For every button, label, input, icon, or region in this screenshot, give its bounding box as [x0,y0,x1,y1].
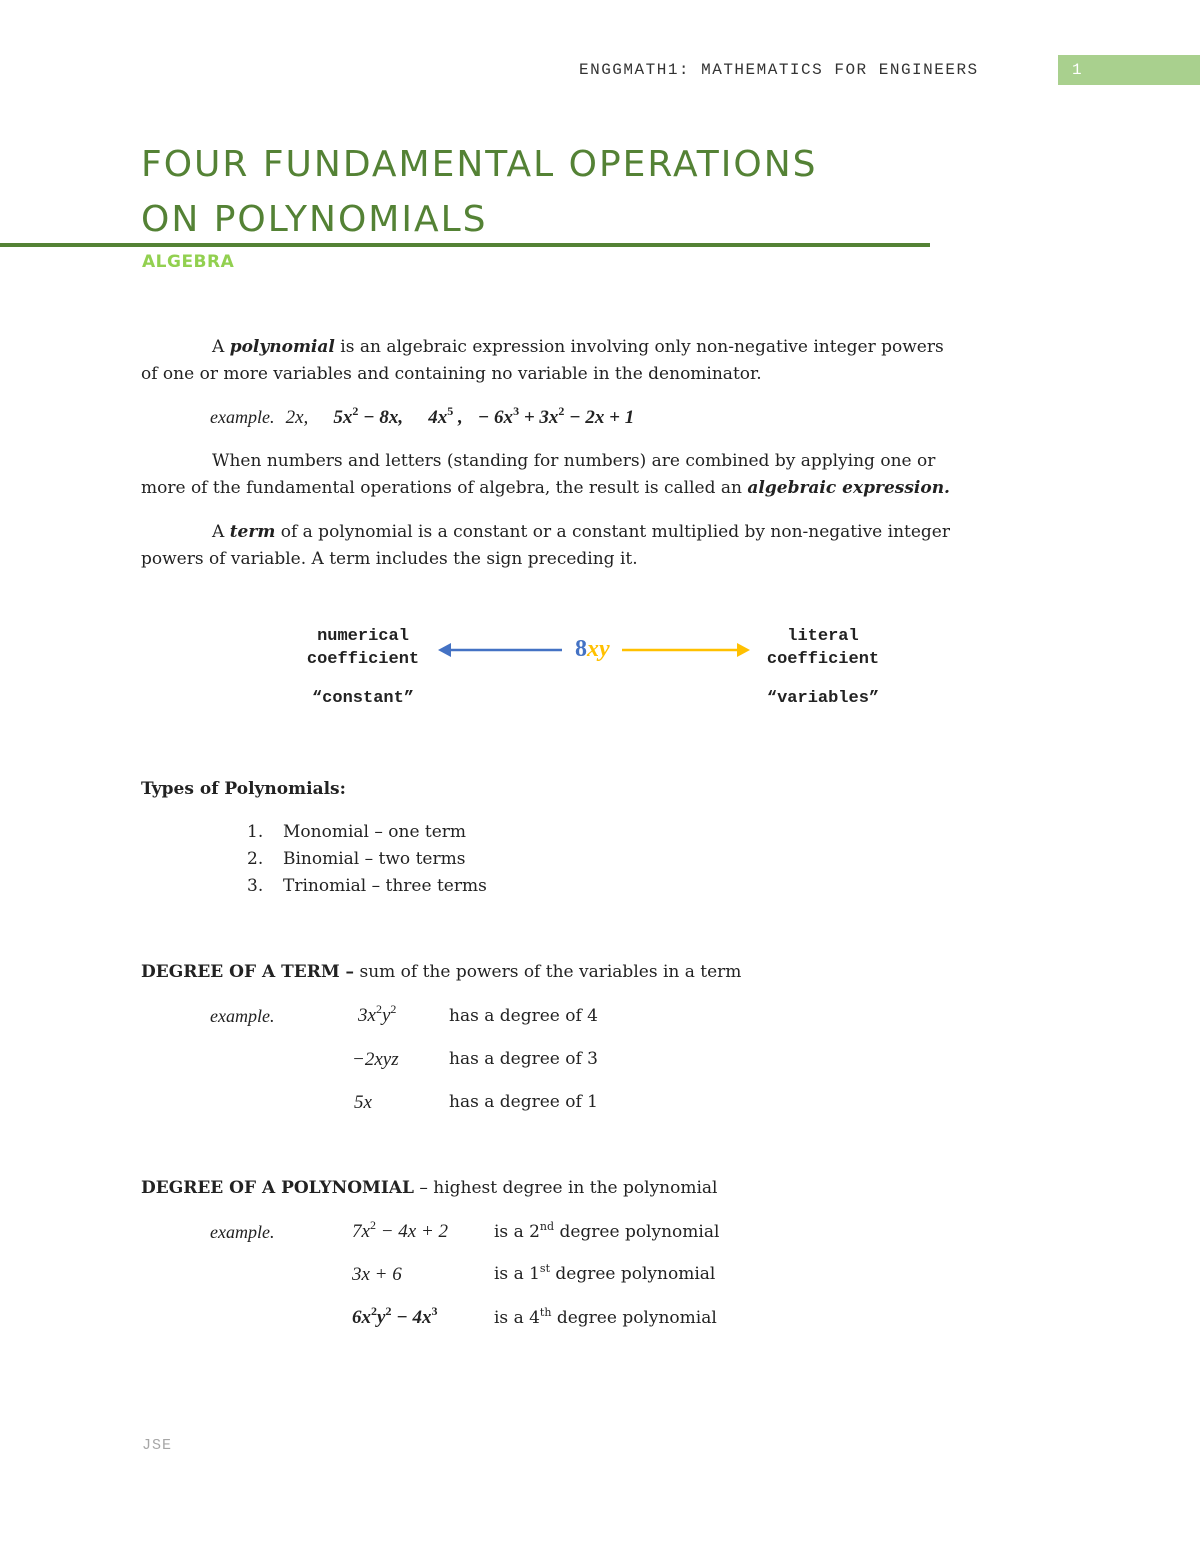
expr: 5x [333,407,353,428]
exponent: 2 [371,1304,377,1318]
types-heading: Types of Polynomials: [141,779,346,799]
text-span: degree polynomial [551,1308,717,1328]
expr: , [453,407,463,428]
expr: 7x [352,1221,370,1242]
constant-label: “constant” [311,689,415,708]
text-span: A [212,522,230,542]
degree-polynomial-desc-1 [494,1222,719,1242]
expr: − 6x [477,407,514,428]
list-item [247,849,487,876]
left-arrow-icon [438,643,562,657]
heading-desc: – highest degree in the polynomial [413,1178,718,1198]
right-arrow-icon [622,643,750,657]
text-span: is an algebraic expression involving only non-negative integer powers [334,337,944,357]
heading-label: DEGREE OF A POLYNOMIAL [141,1178,414,1198]
label-line: coefficient [306,650,420,669]
title-line-2: ON POLYNOMIALS [141,199,488,240]
text-span: of a polynomial is a constant or a constant multiplied by non-negative integer [275,522,950,542]
polynomial-examples [210,404,635,429]
text-span: is a 1 [494,1264,540,1284]
label-line: literal [787,627,859,646]
coefficient-number: 8 [575,636,587,662]
algebraic-expression-line-1: When numbers and letters (standing for numbers) are combined by applying one or [212,451,936,471]
polynomial-definition-line-1 [212,337,944,357]
term-definition-line-2: powers of variable. A term includes the sign preceding it. [141,549,638,569]
exponent: 3 [513,404,520,418]
degree-polynomial-desc-2 [494,1264,715,1284]
footer-initials: JSE [142,1437,173,1454]
label-line: numerical [317,627,409,646]
exponent: 2 [352,404,359,418]
numerical-coefficient-label [280,627,446,708]
term-8xy [575,636,610,663]
exponent: 3 [431,1304,438,1318]
degree-term-expr-3: 5x [354,1092,372,1113]
literal-coefficient-label [740,627,906,708]
example-3 [428,404,463,428]
list-item [247,822,487,849]
heading-desc: sum of the powers of the variables in a term [354,962,742,982]
polynomial-definition-line-2: of one or more variables and containing no variable in the denominator. [141,364,762,384]
list-text: Trinomial – three terms [283,876,487,896]
exponent: 2 [375,1002,382,1016]
text-span: A [212,337,230,357]
expr: − 2x + 1 [564,407,635,428]
list-text: Binomial – two terms [283,849,466,869]
types-list [247,822,487,903]
degree-polynomial-desc-3 [494,1308,717,1328]
list-number: 1. [247,822,264,842]
expr: + 3x [519,407,559,428]
expr: − 4x [391,1307,432,1328]
list-number: 2. [247,849,264,869]
text-span: is a 4 [494,1308,540,1328]
title-underline [0,243,930,247]
degree-polynomial-expr-2: 3x + 6 [352,1264,402,1285]
term-polynomial: polynomial [229,337,335,357]
algebraic-expression-line-2 [141,478,950,498]
expr: − 4x + 2 [375,1221,449,1242]
text-span: degree polynomial [554,1222,720,1242]
expr: 3x [358,1005,376,1026]
degree-polynomial-expr-3 [352,1304,438,1329]
example-2 [333,404,404,428]
exponent: 5 [447,404,454,418]
degree-polynomial-example-label: example. [210,1222,275,1242]
subtitle: ALGEBRA [142,252,235,272]
text-span: more of the fundamental operations of algebra, the result is called an [141,478,748,498]
degree-term-expr-1 [358,1002,397,1027]
expr: − 8x, [358,407,404,428]
exponent: 2 [385,1304,392,1318]
term-term: term [229,522,276,542]
example-label: example. [210,407,275,427]
title-line-1: FOUR FUNDAMENTAL OPERATIONS [141,144,818,185]
degree-term-desc-1: has a degree of 4 [449,1006,598,1026]
heading-label: DEGREE OF A TERM – [141,962,355,982]
exponent: 2 [558,404,565,418]
term-algebraic-expression: algebraic expression. [747,478,950,498]
ordinal: st [539,1262,550,1275]
term-definition-line-1 [212,522,950,542]
degree-term-desc-2: has a degree of 3 [449,1049,598,1069]
degree-polynomial-expr-1 [352,1218,449,1243]
degree-term-desc-3: has a degree of 1 [449,1092,598,1112]
exponent: 2 [390,1002,397,1016]
exponent: 2 [369,1218,376,1232]
ordinal: th [539,1306,552,1319]
list-number: 3. [247,876,264,896]
degree-term-expr-2: −2xyz [352,1049,399,1070]
degree-term-heading [141,962,741,982]
degree-term-example-label: example. [210,1006,275,1026]
header-course-title: ENGGMATH1: MATHEMATICS FOR ENGINEERS [579,61,979,79]
text-span: degree polynomial [550,1264,716,1284]
expr: 4x [428,407,448,428]
label-line: coefficient [766,650,880,669]
ordinal: nd [539,1220,555,1233]
example-4 [477,404,635,428]
list-text: Monomial – one term [283,822,467,842]
list-item [247,876,487,903]
coefficient-variables: xy [587,636,610,662]
expr: y [381,1005,391,1026]
expr: y [377,1307,386,1328]
variables-label: “variables” [766,689,880,708]
example-1: 2x, [285,407,309,428]
page-number: 1 [1072,61,1082,79]
degree-polynomial-heading [141,1178,717,1198]
expr: 6x [352,1307,371,1328]
text-span: is a 2 [494,1222,540,1242]
